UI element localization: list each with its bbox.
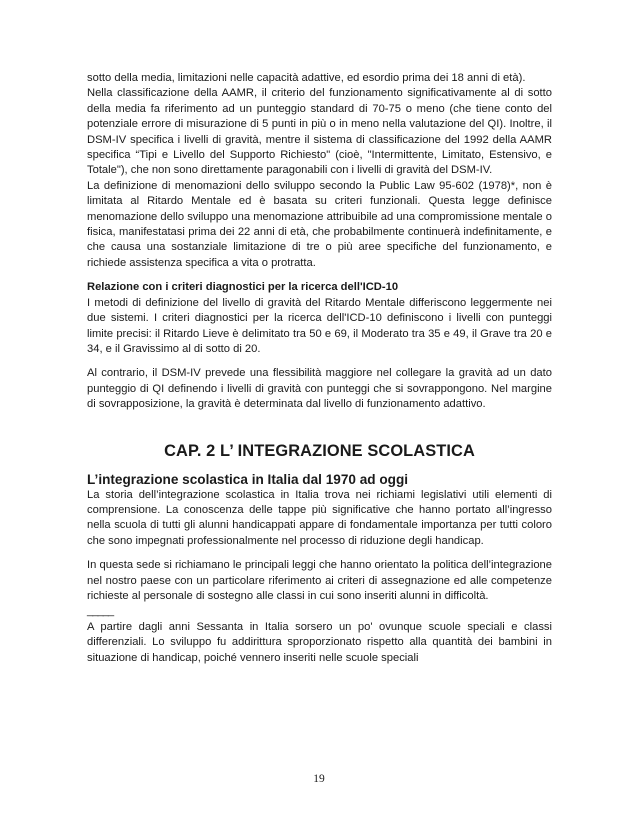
section-title: L’integrazione scolastica in Italia dal 1970 ad oggi (87, 471, 409, 487)
paragraph-public-law: La definizione di menomazioni dello sviluppo secondo la Public Law 95-602 (1978)*, non è limitata al Ritardo Mentale ed è basata su criteri funzionali. Questa legge definisce menomazione dello sviluppo una menomazione attribuibile ad una compromissione mentale o fisica, manifestatasi prima dei 22 anni di età, che probabilmente continuerà indefinitamente, e che causa una sostanziale limitazione di tre o più aree specifiche del funzionamento, e richiede assistenza specifica a vita o protratta. (87, 179, 552, 269)
paragraph-icd-10: I metodi di definizione del livello di gravità del Ritardo Mentale differiscono leggermente nei due sistemi. I criteri diagnostici per la ricerca dell'ICD-10 definiscono i livelli con punteggi limite precisi: il Ritardo Lieve è delimitato tra 50 e 69, il Moderato tra 35 e 49, il Grave tra 20 e 34, e il Gravissimo al di sotto di 20. (87, 296, 552, 355)
paragraph-aamr-classification: Nella classificazione della AAMR, il criterio del funzionamento significativamente al di sotto della media fa riferimento ad un punteggio standard di 70-75 o meno (che tiene conto del potenziale errore di misurazione di 5 punti in più o in meno nella valutazione del QI). Inoltre, il DSM-IV specifica i livelli di gravità, mentre il sistema di classificazione del 1992 della AAMR specifica “Tipi e Livello del Supporto Richiesto" (cioè, "Intermittente, Limitato, Estensivo, e Totale"), che non sono direttamente paragonabili con i livelli di gravità del DSM-IV. (87, 87, 552, 177)
paragraph-dsm-iv-flexibility: Al contrario, il DSM-IV prevede una flessibilità maggiore nel collegare la gravità ad un dato punteggio di QI definendo i livelli di gravità con punteggi che si sovrappongono. Nel margine di sovrapposizione, la gravità è determinata dal livello di funzionamento adattivo. (87, 367, 552, 411)
spacer (87, 549, 552, 558)
page-body (87, 71, 552, 666)
icd-10-heading: Relazione con i criteri diagnostici per la ricerca dell'ICD-10 (87, 281, 399, 294)
paragraph-laws: In questa sede si richiamano le principali leggi che hanno orientato la politica dell’integrazione nel nostro paese con un particolare riferimento ai criteri di assegnazione ed alle competenze richieste al personale di sostegno alle classi in cui sono inseriti alunni in difficoltà. (87, 559, 552, 602)
spacer (87, 271, 552, 280)
paragraph-history: La storia dell’integrazione scolastica in Italia trova nei richiami legislativi utili elementi di comprensione. La conoscenza delle tappe più significative che hanno portato all’ingresso nella scuola di tutti gli alunni handicappati appare di fondamentale importanza per tutti coloro che sono impegnati professionalmente nel processo di riduzione degli handicap. (87, 488, 552, 547)
paragraph-dsm-criteria-end: sotto della media, limitazioni nelle capacità adattive, ed esordio prima dei 18 anni di età). (87, 72, 526, 84)
footnote-separator: _____ (87, 605, 114, 618)
spacer (87, 357, 552, 366)
chapter-title: CAP. 2 L’ INTEGRAZIONE SCOLASTICA (164, 441, 475, 460)
paragraph-sixties: A partire dagli anni Sessanta in Italia sorsero un po' ovunque scuole speciali e classi differenziali. Lo sviluppo fu addirittura sproporzionato rispetto alla quantità dei bambini in situazione di handicap, poiché vennero inseriti nelle scuole speciali (87, 620, 552, 664)
page-number: 19 (313, 773, 325, 785)
